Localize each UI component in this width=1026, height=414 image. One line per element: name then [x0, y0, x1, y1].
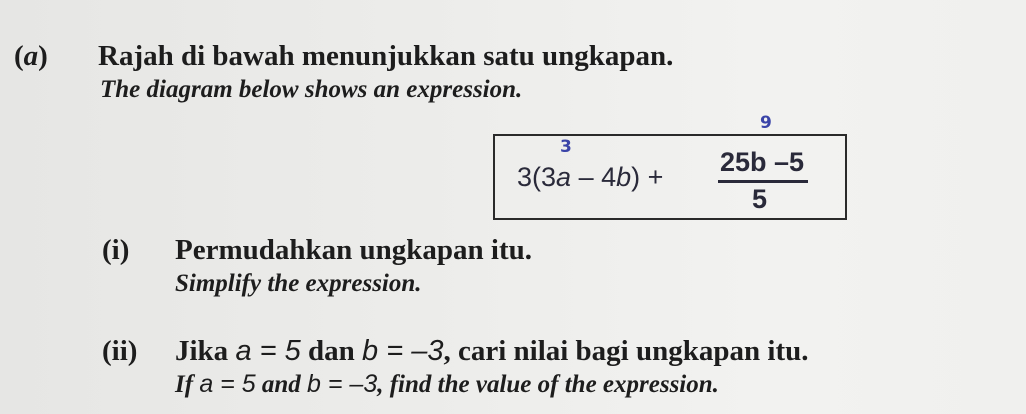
question-i-english: Simplify the expression. — [175, 270, 422, 297]
expression-main: 3(3a – 4b) + — [517, 162, 664, 192]
fraction-bar — [718, 180, 808, 183]
part-a-label: (a) — [14, 40, 48, 72]
question-ii-english: If a = 5 and b = –3, find the value of the expression. — [175, 370, 719, 398]
fraction-numerator: 25b –5 — [720, 147, 805, 177]
handwritten-note-3: 3 — [560, 137, 572, 157]
intro-malay-text: Rajah di bawah menunjukkan satu ungkapan. — [98, 40, 674, 72]
fraction-denominator: 5 — [752, 184, 768, 214]
question-i-malay: Permudahkan ungkapan itu. — [175, 234, 532, 266]
question-i-label: (i) — [102, 234, 130, 266]
question-ii-malay: Jika a = 5 dan b = –3, cari nilai bagi ungkapan itu. — [175, 335, 809, 367]
question-ii-label: (ii) — [102, 335, 138, 367]
handwritten-note-9: 9 — [760, 113, 772, 133]
intro-english-text: The diagram below shows an expression. — [100, 76, 523, 103]
